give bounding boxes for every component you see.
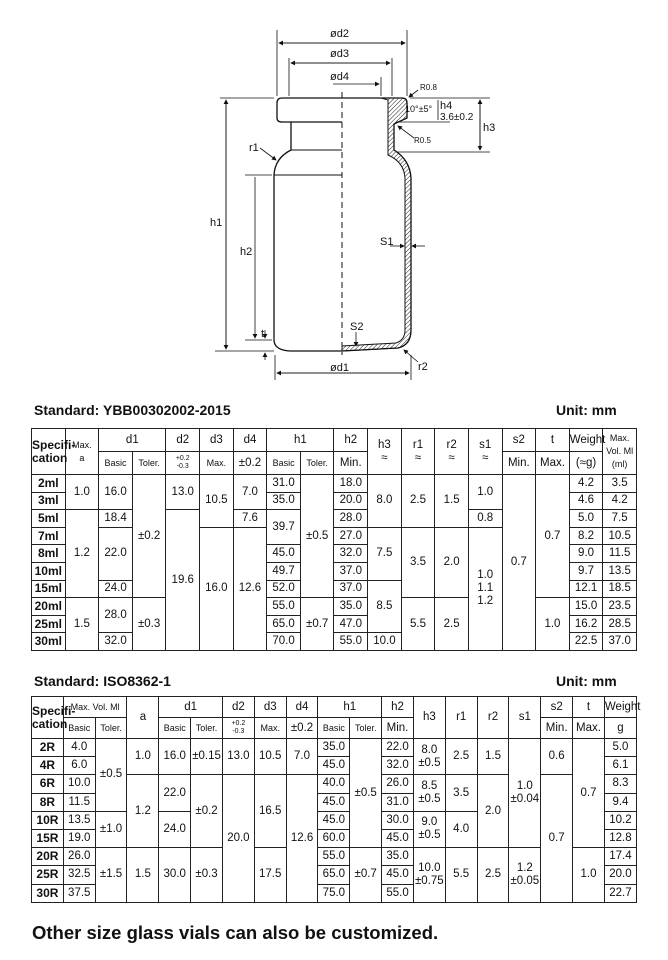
- table-cell: 55.0: [382, 884, 414, 902]
- header-cell: t: [573, 697, 605, 718]
- header-cell: Min.: [541, 718, 573, 739]
- header-cell: g: [604, 718, 636, 739]
- table-cell: 5ml: [32, 510, 66, 528]
- label-h3: h3: [483, 122, 496, 134]
- table-cell: 45.0: [267, 545, 301, 563]
- table-cell: 2.0: [477, 775, 509, 848]
- table-cell: 1.2: [65, 510, 99, 598]
- label-h4-value: 3.6±0.2: [440, 112, 474, 123]
- table-cell: 1.0: [573, 848, 605, 903]
- table-cell: 27.0: [334, 527, 368, 545]
- table-cell: 35.0: [318, 739, 350, 757]
- table-cell: 52.0: [267, 580, 301, 598]
- table-cell: ±1.5: [95, 848, 127, 903]
- table-cell: 28.0: [334, 510, 368, 528]
- table-cell: 2.5: [401, 475, 435, 528]
- label-r2: r2: [418, 361, 428, 373]
- header-cell: Toler.: [300, 452, 334, 475]
- header-cell: h1: [318, 697, 382, 718]
- header-cell: Basic: [63, 718, 95, 739]
- table-cell: 32.0: [382, 757, 414, 775]
- label-d3: ød3: [330, 48, 349, 60]
- table-cell: 4.2: [603, 492, 637, 510]
- table-cell: 55.0: [267, 598, 301, 616]
- table-cell: 8.0: [368, 475, 402, 528]
- header-cell: Max.: [254, 718, 286, 739]
- table-cell: 10.5: [603, 527, 637, 545]
- table-cell: ±0.5: [350, 739, 382, 848]
- table-cell: 13.5: [63, 811, 95, 829]
- table-cell: 1.5: [127, 848, 159, 903]
- table-cell: 26.0: [382, 775, 414, 793]
- header-cell: Max. a: [65, 429, 99, 475]
- table-cell: 32.5: [63, 866, 95, 884]
- table-cell: 7.6: [233, 510, 267, 528]
- table-cell: 7ml: [32, 527, 66, 545]
- header-cell: r2 ≈: [435, 429, 469, 475]
- header-cell: +0.2 -0.3: [166, 452, 200, 475]
- label-s1: S1: [380, 236, 394, 248]
- table-cell: 30.0: [159, 848, 191, 903]
- table-cell: 1.0 ±0.04: [509, 739, 541, 848]
- header-cell: h3: [413, 697, 445, 739]
- table-cell: 1.0: [468, 475, 502, 510]
- table-cell: 37.5: [63, 884, 95, 902]
- table-cell: 26.0: [63, 848, 95, 866]
- header-cell: d2: [166, 429, 200, 452]
- table-row: [32, 598, 637, 616]
- header-cell: Max.: [536, 452, 570, 475]
- table-cell: 32.0: [334, 545, 368, 563]
- header-cell: d1: [99, 429, 166, 452]
- footer-note: Other size glass vials can also be customized.: [32, 922, 439, 943]
- table-cell: 8.5 ±0.5: [413, 775, 445, 811]
- header-cell: r1 ≈: [401, 429, 435, 475]
- table-cell: 10.5: [200, 475, 234, 528]
- table-row: [32, 739, 637, 757]
- table-cell: 2.0: [435, 527, 469, 597]
- table-cell: 3.5: [401, 527, 435, 597]
- label-r1: r1: [249, 142, 259, 154]
- header-cell: d1: [159, 697, 223, 718]
- header-cell: h1: [267, 429, 334, 452]
- table-cell: 10.2: [604, 811, 636, 829]
- table-cell: 4.0: [63, 739, 95, 757]
- label-h2: h2: [240, 246, 253, 258]
- header-cell: d4: [286, 697, 318, 718]
- table-cell: 35.0: [267, 492, 301, 510]
- table-cell: 12.6: [233, 527, 267, 650]
- table-cell: 16.0: [99, 475, 133, 510]
- table-cell: 45.0: [318, 811, 350, 829]
- table-cell: 2.5: [445, 739, 477, 775]
- standard-title-1: Standard: YBB00302002-2015: [34, 402, 231, 418]
- header-cell: Max. Vol. Ml (ml): [603, 429, 637, 475]
- label-h1: h1: [210, 217, 223, 229]
- table-cell: 32.0: [99, 633, 133, 651]
- table-cell: 24.0: [99, 580, 133, 598]
- table-cell: 30ml: [32, 633, 66, 651]
- header-cell: Basic: [267, 452, 301, 475]
- label-d1: ød1: [330, 362, 349, 374]
- header-cell: Basic: [159, 718, 191, 739]
- table-cell: 20ml: [32, 598, 66, 616]
- table-cell: ±1.0: [95, 811, 127, 847]
- table-cell: 4.6: [569, 492, 603, 510]
- header-row: [32, 697, 637, 718]
- table-cell: ±0.2: [191, 775, 223, 848]
- table-cell: 18.0: [334, 475, 368, 493]
- header-cell: Specifi- cation: [32, 429, 66, 475]
- table-cell: 19.0: [63, 829, 95, 847]
- header-cell: h2: [382, 697, 414, 718]
- table-cell: 1.2 ±0.05: [509, 848, 541, 903]
- header-row: [32, 718, 637, 739]
- header-cell: Basic: [99, 452, 133, 475]
- table-cell: 10.0 ±0.75: [413, 848, 445, 903]
- table-cell: 18.4: [99, 510, 133, 528]
- table-cell: 1.5: [65, 598, 99, 651]
- table-cell: ±0.5: [300, 475, 334, 598]
- table-cell: 47.0: [334, 615, 368, 633]
- header-cell: t: [536, 429, 570, 452]
- header-cell: d3: [254, 697, 286, 718]
- table-cell: 25R: [32, 866, 64, 884]
- table-cell: 2ml: [32, 475, 66, 493]
- table-cell: 12.8: [604, 829, 636, 847]
- header-row: [32, 429, 637, 452]
- table-cell: 19.6: [166, 510, 200, 651]
- table-cell: 12.6: [286, 775, 318, 902]
- table-cell: ±0.7: [350, 848, 382, 903]
- table-cell: 22.0: [99, 527, 133, 580]
- table-cell: 70.0: [267, 633, 301, 651]
- table-cell: 20.0: [334, 492, 368, 510]
- table-cell: 65.0: [318, 866, 350, 884]
- table-cell: 28.0: [99, 598, 133, 633]
- table-cell: 2.5: [435, 598, 469, 651]
- table-cell: 5.5: [401, 598, 435, 651]
- table-cell: 22.5: [569, 633, 603, 651]
- label-r05: R0.5: [414, 136, 431, 145]
- table-cell: 4.0: [445, 811, 477, 847]
- table-cell: 15.0: [569, 598, 603, 616]
- table-cell: 13.0: [222, 739, 254, 775]
- table-cell: 8R: [32, 793, 64, 811]
- header-cell: Weight: [604, 697, 636, 718]
- table-cell: 1.5: [477, 739, 509, 775]
- header-cell: Toler.: [132, 452, 166, 475]
- header-row: [32, 452, 637, 475]
- table-cell: 8.3: [604, 775, 636, 793]
- table-cell: 0.7: [502, 475, 536, 651]
- iso-spec-table: [31, 696, 641, 903]
- table-cell: 6R: [32, 775, 64, 793]
- table-cell: ±0.5: [95, 739, 127, 812]
- table-cell: 49.7: [267, 562, 301, 580]
- header-cell: s1: [509, 697, 541, 739]
- header-cell: Max.: [573, 718, 605, 739]
- label-d2: ød2: [330, 28, 349, 40]
- table-cell: 23.5: [603, 598, 637, 616]
- table-cell: 5.0: [604, 739, 636, 757]
- table-cell: 3ml: [32, 492, 66, 510]
- table-cell: ±0.3: [191, 848, 223, 903]
- table-cell: 0.6: [541, 739, 573, 775]
- header-cell: Min.: [502, 452, 536, 475]
- label-s2: S2: [350, 321, 364, 333]
- table-cell: 30.0: [382, 811, 414, 829]
- table-cell: 20.0: [604, 866, 636, 884]
- header-cell: ±0.2: [233, 452, 267, 475]
- table-cell: 22.0: [382, 739, 414, 757]
- table-cell: 10.5: [254, 739, 286, 775]
- table-cell: 9.7: [569, 562, 603, 580]
- table-cell: 55.0: [318, 848, 350, 866]
- unit-label-2: Unit: mm: [556, 673, 617, 689]
- table-cell: 35.0: [382, 848, 414, 866]
- label-angle: 10°±5°: [405, 104, 433, 114]
- table-cell: 9.0: [569, 545, 603, 563]
- table-cell: 8.0 ±0.5: [413, 739, 445, 775]
- table-cell: 13.0: [166, 475, 200, 510]
- table-cell: 65.0: [267, 615, 301, 633]
- header-cell: r2: [477, 697, 509, 739]
- header-cell: s1 ≈: [468, 429, 502, 475]
- table-cell: 28.5: [603, 615, 637, 633]
- header-cell: Toler.: [95, 718, 127, 739]
- table-cell: 7.5: [368, 527, 402, 580]
- table-cell: 3.5: [445, 775, 477, 811]
- header-cell: Max.: [200, 452, 234, 475]
- table-cell: 6.0: [63, 757, 95, 775]
- table-cell: 0.8: [468, 510, 502, 528]
- table-cell: 37.0: [603, 633, 637, 651]
- table-cell: 16.0: [159, 739, 191, 775]
- header-cell: d4: [233, 429, 267, 452]
- header-cell: Max. Vol. Ml: [63, 697, 127, 718]
- header-cell: +0.2 -0.3: [222, 718, 254, 739]
- table-cell: 18.5: [603, 580, 637, 598]
- table-cell: 10ml: [32, 562, 66, 580]
- table-cell: 37.0: [334, 562, 368, 580]
- header-cell: Min.: [334, 452, 368, 475]
- table-cell: ±0.15: [191, 739, 223, 775]
- table-cell: 1.0 1.1 1.2: [468, 527, 502, 650]
- table-cell: 3.5: [603, 475, 637, 493]
- header-cell: a: [127, 697, 159, 739]
- table-cell: 20.0: [222, 775, 254, 902]
- header-cell: Min.: [382, 718, 414, 739]
- unit-label-1: Unit: mm: [556, 402, 617, 418]
- label-r08: R0.8: [420, 83, 437, 92]
- table-cell: 45.0: [318, 793, 350, 811]
- header-cell: d3: [200, 429, 234, 452]
- table-cell: 7.5: [603, 510, 637, 528]
- table-cell: ±0.7: [300, 598, 334, 651]
- table-cell: 1.0: [127, 739, 159, 775]
- table-cell: 11.5: [603, 545, 637, 563]
- ybb-spec-table: [31, 428, 637, 651]
- table-cell: 20R: [32, 848, 64, 866]
- vial-technical-drawing: [0, 0, 668, 400]
- table-cell: 45.0: [382, 866, 414, 884]
- table-cell: 4.2: [569, 475, 603, 493]
- header-cell: s2: [502, 429, 536, 452]
- table-cell: 37.0: [334, 580, 368, 598]
- table-cell: 17.5: [254, 848, 286, 903]
- table-cell: 10.0: [63, 775, 95, 793]
- table-cell: 1.0: [536, 598, 570, 651]
- table-cell: 25ml: [32, 615, 66, 633]
- label-t: t: [261, 328, 265, 340]
- table-cell: 16.2: [569, 615, 603, 633]
- table-cell: 31.0: [267, 475, 301, 493]
- table-cell: 9.0 ±0.5: [413, 811, 445, 847]
- table-cell: 8ml: [32, 545, 66, 563]
- header-cell: Basic: [318, 718, 350, 739]
- table-cell: 9.4: [604, 793, 636, 811]
- table-cell: 8.2: [569, 527, 603, 545]
- table-cell: 17.4: [604, 848, 636, 866]
- table-cell: 45.0: [382, 829, 414, 847]
- table-cell: 7.0: [233, 475, 267, 510]
- table-cell: 6.1: [604, 757, 636, 775]
- header-cell: Toler.: [191, 718, 223, 739]
- header-cell: Toler.: [350, 718, 382, 739]
- table-cell: 15R: [32, 829, 64, 847]
- table-cell: 24.0: [159, 811, 191, 847]
- table-cell: 45.0: [318, 757, 350, 775]
- header-cell: Weight: [569, 429, 603, 452]
- table-cell: 75.0: [318, 884, 350, 902]
- label-d4: ød4: [330, 71, 349, 83]
- table-cell: 1.2: [127, 775, 159, 848]
- table-cell: 5.5: [445, 848, 477, 903]
- table-cell: 15ml: [32, 580, 66, 598]
- table-cell: 22.0: [159, 775, 191, 811]
- table-cell: 55.0: [334, 633, 368, 651]
- table-cell: 13.5: [603, 562, 637, 580]
- table-cell: 1.0: [65, 475, 99, 510]
- table-cell: 16.5: [254, 775, 286, 848]
- table-cell: ±0.2: [132, 475, 166, 598]
- standard-title-2: Standard: ISO8362-1: [34, 673, 171, 689]
- table-cell: 0.7: [573, 739, 605, 848]
- table-cell: 0.7: [536, 475, 570, 598]
- table-cell: 1.5: [435, 475, 469, 528]
- table-cell: 40.0: [318, 775, 350, 793]
- table-cell: 30R: [32, 884, 64, 902]
- table-cell: 16.0: [200, 527, 234, 650]
- header-cell: Specifi- cation: [32, 697, 64, 739]
- table-cell: 39.7: [267, 510, 301, 545]
- table-cell: 0.7: [541, 775, 573, 902]
- table-cell: 60.0: [318, 829, 350, 847]
- table-cell: 22.7: [604, 884, 636, 902]
- table-cell: 12.1: [569, 580, 603, 598]
- header-cell: h3 ≈: [368, 429, 402, 475]
- header-cell: d2: [222, 697, 254, 718]
- table-cell: 2.5: [477, 848, 509, 903]
- table-cell: 10R: [32, 811, 64, 829]
- table-cell: 7.0: [286, 739, 318, 775]
- table-cell: 8.5: [368, 580, 402, 633]
- header-cell: ±0.2: [286, 718, 318, 739]
- header-cell: s2: [541, 697, 573, 718]
- table-cell: 31.0: [382, 793, 414, 811]
- table-cell: 2R: [32, 739, 64, 757]
- header-cell: r1: [445, 697, 477, 739]
- label-h4: h4: [440, 100, 453, 112]
- table-row: [32, 475, 637, 493]
- table-cell: 35.0: [334, 598, 368, 616]
- table-cell: ±0.3: [132, 598, 166, 651]
- table-cell: 11.5: [63, 793, 95, 811]
- header-cell: h2: [334, 429, 368, 452]
- table-cell: 4R: [32, 757, 64, 775]
- table-cell: 10.0: [368, 633, 402, 651]
- table-cell: 5.0: [569, 510, 603, 528]
- header-cell: (≈g): [569, 452, 603, 475]
